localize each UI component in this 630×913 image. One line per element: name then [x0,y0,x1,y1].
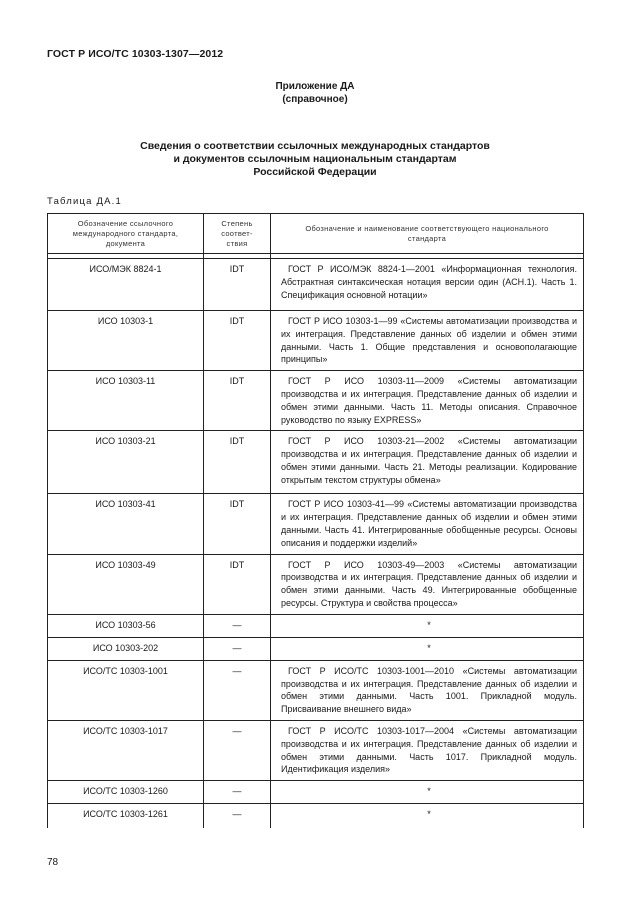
degree-cell: — [204,804,271,828]
degree-cell: — [204,720,271,780]
national-standard-cell: * [271,637,584,660]
reference-cell: ИСО 10303-49 [48,554,204,614]
column-header-national: Обозначение и наименование соответствующего национального стандарта [271,214,584,254]
national-standard-cell: * [271,614,584,637]
reference-cell: ИСО/ТС 10303-1001 [48,660,204,720]
national-standard-cell: ГОСТ Р ИСО 10303-41—99 «Системы автоматизации производства и их интеграция. Представление данных об изделии и обмен этими данными. Часть 41. Интегрированные обобщенные ресурсы. Основы описания и поддержки изделий» [271,494,584,554]
national-standard-cell: * [271,804,584,828]
degree-cell: IDT [204,494,271,554]
reference-cell: ИСО/ТС 10303-1017 [48,720,204,780]
table-row [48,431,584,494]
appendix-heading [0,80,630,106]
reference-cell: ИСО/МЭК 8824-1 [48,259,204,311]
reference-cell: ИСО/ТС 10303-1261 [48,804,204,828]
section-title-line: Российской Федерации [253,166,377,178]
national-standard-cell: ГОСТ Р ИСО/МЭК 8824-1—2001 «Информационная технология. Абстрактная синтаксическая нотация версии один (АСН.1). Часть 1. Спецификация основной нотации» [271,259,584,311]
table-row [48,371,584,431]
correspondence-table [47,213,584,828]
national-standard-cell: ГОСТ Р ИСО/ТС 10303-1001—2010 «Системы автоматизации производства и их интеграция. Представление данных об изделии и обмен этими данными. Часть 1001. Прикладной модуль. Присваивание внешнего вида» [271,660,584,720]
degree-cell: IDT [204,371,271,431]
degree-cell: — [204,660,271,720]
national-standard-cell: * [271,781,584,804]
degree-cell: — [204,781,271,804]
table-row [48,781,584,804]
appendix-title: Приложение ДА [275,81,355,92]
table-row [48,259,584,311]
reference-cell: ИСО 10303-202 [48,637,204,660]
table-row [48,660,584,720]
section-title-line: и документов ссылочным национальным стандартам [173,153,457,165]
table-row [48,720,584,780]
table-row [48,554,584,614]
page-number: 78 [47,857,59,868]
national-standard-cell: ГОСТ Р ИСО 10303-1—99 «Системы автоматизации производства и их интеграция. Представление данных об изделии и обмен этими данными. Часть 1. Общие представления и основополагающие принципы» [271,311,584,371]
table-label: Таблица ДА.1 [47,196,122,207]
degree-cell: IDT [204,554,271,614]
table-row [48,637,584,660]
national-standard-cell: ГОСТ Р ИСО/ТС 10303-1017—2004 «Системы автоматизации производства и их интеграция. Представление данных об изделии и обмен этими данными. Часть 1017. Прикладной модуль. Идентификация изделия» [271,720,584,780]
national-standard-cell: ГОСТ Р ИСО 10303-49—2003 «Системы автоматизации производства и их интеграция. Представление данных об изделии и обмен этими данными. Часть 49. Интегрированные обобщенные ресурсы. Структура и свойства процесса» [271,554,584,614]
table-row [48,614,584,637]
document-header: ГОСТ Р ИСО/ТС 10303-1307—2012 [47,48,224,60]
degree-cell: IDT [204,431,271,494]
reference-cell: ИСО 10303-56 [48,614,204,637]
table-row [48,494,584,554]
appendix-subtitle: (справочное) [282,94,348,105]
degree-cell: — [204,637,271,660]
section-title [0,140,630,179]
reference-cell: ИСО 10303-41 [48,494,204,554]
national-standard-cell: ГОСТ Р ИСО 10303-11—2009 «Системы автоматизации производства и их интеграция. Представление данных об изделии и обмен этими данными. Часть 11. Методы описания. Справочное руководство по языку EXPRESS» [271,371,584,431]
reference-cell: ИСО 10303-1 [48,311,204,371]
reference-cell: ИСО 10303-11 [48,371,204,431]
degree-cell: IDT [204,311,271,371]
reference-cell: ИСО 10303-21 [48,431,204,494]
degree-cell: IDT [204,259,271,311]
section-title-line: Сведения о соответствии ссылочных международных стандартов [140,140,490,152]
degree-cell: — [204,614,271,637]
national-standard-cell: ГОСТ Р ИСО 10303-21—2002 «Системы автоматизации производства и их интеграция. Представление данных об изделии и обмен этими данными. Часть 21. Методы реализации. Кодирование открытым текстом структуры обмена» [271,431,584,494]
reference-cell: ИСО/ТС 10303-1260 [48,781,204,804]
table-row [48,311,584,371]
table-row [48,804,584,828]
column-header-degree: Степень соответ- ствия [204,214,271,254]
column-header-reference: Обозначение ссылочного международного стандарта, документа [48,214,204,254]
